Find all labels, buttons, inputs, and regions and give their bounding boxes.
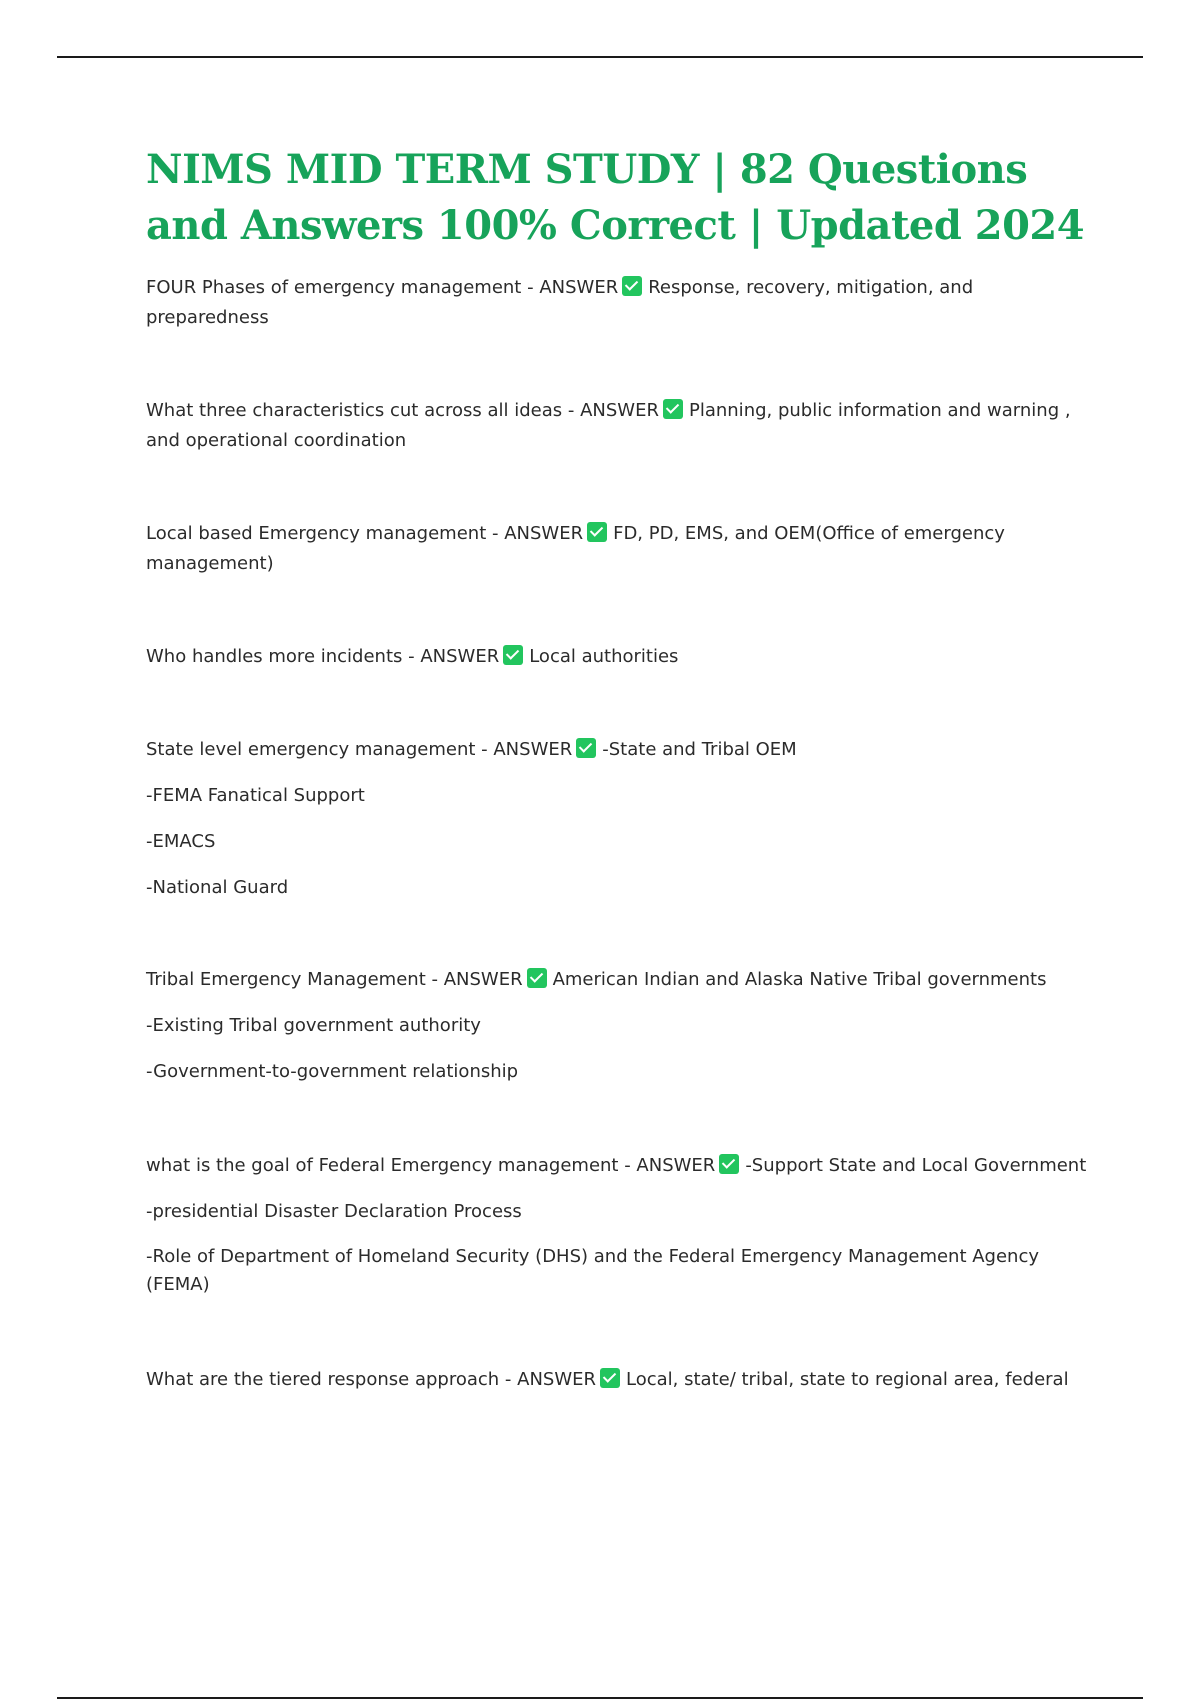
qa-item	[146, 1365, 1096, 1395]
checkmark-icon	[719, 1154, 739, 1174]
qa-line	[146, 273, 1096, 333]
qa-line	[146, 1365, 1096, 1395]
answer-label: ANSWER	[539, 277, 619, 298]
answer-detail: -Government-to-government relationship	[146, 1061, 519, 1082]
question-text: Who handles more incidents -	[146, 646, 421, 667]
answer-text: Planning, public information and warning , and operational coordination	[146, 400, 1071, 451]
checkmark-icon	[663, 399, 683, 419]
answer-label: ANSWER	[443, 969, 523, 990]
answer-label: ANSWER	[636, 1155, 716, 1176]
answer-detail: -Role of Department of Homeland Security (DHS) and the Federal Emergency Management Agency (FEMA)	[146, 1246, 1040, 1295]
checkmark-icon	[527, 968, 547, 988]
qa-item	[146, 273, 1096, 333]
checkmark-icon	[600, 1368, 620, 1388]
answer-text: American Indian and Alaska Native Tribal governments	[552, 969, 1047, 990]
answer-detail: -FEMA Fanatical Support	[146, 785, 365, 806]
question-text: What are the tiered response approach -	[146, 1369, 518, 1390]
qa-line	[146, 965, 1096, 995]
qa-item	[146, 735, 1096, 903]
answer-text: -State and Tribal OEM	[602, 739, 797, 760]
answer-text: Response, recovery, mitigation, and preparedness	[146, 277, 974, 328]
qa-line	[146, 1151, 1096, 1181]
qa-item	[146, 965, 1096, 1087]
qa-item	[146, 519, 1096, 579]
answer-detail: -Existing Tribal government authority	[146, 1015, 481, 1036]
question-text: What three characteristics cut across all ideas -	[146, 400, 581, 421]
answer-text: FD, PD, EMS, and OEM(Office of emergency management)	[146, 523, 1005, 574]
checkmark-icon	[587, 522, 607, 542]
qa-line	[146, 519, 1096, 579]
question-text: State level emergency management -	[146, 739, 494, 760]
answer-text: -Support State and Local Government	[745, 1155, 1087, 1176]
checkmark-icon	[503, 645, 523, 665]
qa-item	[146, 396, 1096, 456]
answer-label: ANSWER	[580, 400, 659, 421]
qa-item	[146, 642, 1096, 672]
question-text: Tribal Emergency Management -	[146, 969, 444, 990]
checkmark-icon	[576, 738, 596, 758]
answer-label: ANSWER	[420, 646, 500, 667]
document-title: NIMS MID TERM STUDY | 82 Questions and Answers 100% Correct | Updated 2024	[146, 146, 1085, 249]
bottom-rule	[57, 1697, 1143, 1699]
answer-text: Local, state/ tribal, state to regional area, federal	[626, 1369, 1069, 1390]
answer-text: Local authorities	[529, 646, 679, 667]
answer-label: ANSWER	[504, 523, 584, 544]
qa-line	[146, 642, 1096, 672]
answer-detail: -EMACS	[146, 831, 216, 852]
question-text: Local based Emergency management -	[146, 523, 505, 544]
qa-line	[146, 396, 1096, 456]
answer-detail: -National Guard	[146, 877, 289, 898]
question-text: what is the goal of Federal Emergency management -	[146, 1155, 637, 1176]
answer-label: ANSWER	[493, 739, 573, 760]
qa-line	[146, 735, 1096, 765]
answer-detail: -presidential Disaster Declaration Process	[146, 1201, 522, 1222]
top-rule	[57, 56, 1143, 58]
question-text: FOUR Phases of emergency management -	[146, 277, 540, 298]
answer-label: ANSWER	[517, 1369, 597, 1390]
checkmark-icon	[622, 276, 642, 296]
qa-item	[146, 1151, 1096, 1299]
